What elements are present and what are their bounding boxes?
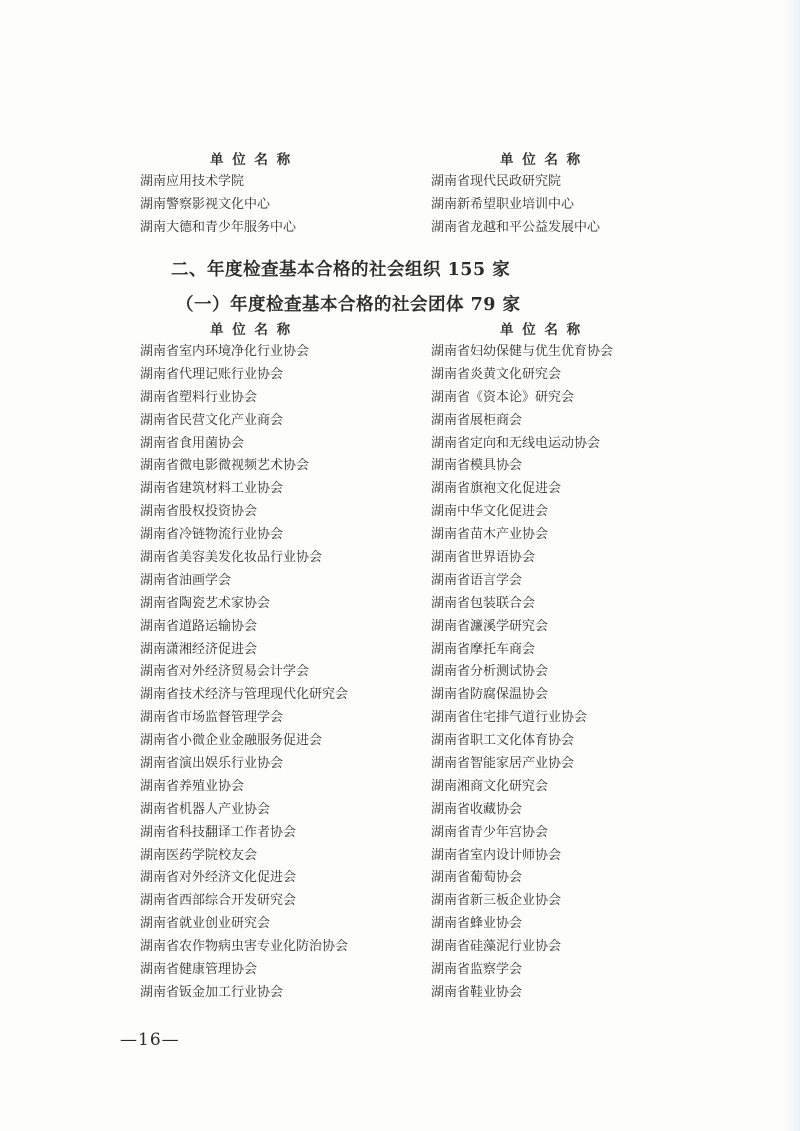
- list-item: 湖南省股权投资协会: [140, 504, 258, 520]
- list-item: 湖南省冷链物流行业协会: [140, 527, 284, 543]
- list-item: 湖南省龙越和平公益发展中心: [431, 219, 601, 235]
- list-item: 湖南省新三板企业协会: [431, 893, 562, 909]
- list-item: 湖南省西部综合开发研究会: [140, 893, 297, 909]
- top-table-header-left: 单 位 名 称: [210, 152, 293, 168]
- list-item: 湖南省硅藻泥行业协会: [431, 939, 562, 955]
- list-item: 湖南警察影视文化中心: [140, 196, 271, 212]
- page-number: —16—: [120, 1030, 180, 1050]
- top-table-right-column: [431, 171, 600, 240]
- subsection-heading: （一）年度检查基本合格的社会团体 79 家: [176, 295, 521, 315]
- main-table-header-right: 单 位 名 称: [500, 322, 583, 338]
- list-item: 湖南省濂溪学研究会: [431, 618, 549, 634]
- top-table-header-right: 单 位 名 称: [500, 152, 583, 168]
- list-item: 湖南省鞋业协会: [431, 984, 523, 1000]
- list-item: 湖南省现代民政研究院: [431, 174, 562, 189]
- list-item: 湖南省青少年宫协会: [431, 824, 549, 840]
- list-item: 湖南省语言学会: [431, 572, 523, 588]
- list-item: 湖南潇湘经济促进会: [140, 641, 258, 657]
- list-item: 湖南省塑料行业协会: [140, 389, 258, 405]
- list-item: 湖南省智能家居产业协会: [431, 756, 575, 772]
- list-item: 湖南省机器人产业协会: [140, 801, 271, 817]
- list-item: 湖南大德和青少年服务中心: [140, 219, 297, 235]
- top-table-left-column: [140, 171, 296, 240]
- list-item: 湖南省陶瓷艺术家协会: [140, 595, 271, 611]
- list-item: 湖南省定向和无线电运动协会: [431, 435, 601, 451]
- list-item: 湖南省职工文化体育协会: [431, 733, 575, 749]
- list-item: 湖南省防腐保温协会: [431, 687, 549, 703]
- list-item: 湖南省住宅排气道行业协会: [431, 710, 588, 726]
- list-item: 湖南省就业创业研究会: [140, 916, 271, 932]
- list-item: 湖南省食用菌协会: [140, 435, 245, 451]
- list-item: 湖南省苗木产业协会: [431, 527, 549, 543]
- list-item: 湖南省模具协会: [431, 458, 523, 474]
- list-item: 湖南省室内环境净化行业协会: [140, 344, 310, 359]
- list-item: 湖南省健康管理协会: [140, 962, 258, 978]
- list-item: 湖南湘商文化研究会: [431, 778, 549, 794]
- list-item: 湖南省监察学会: [431, 962, 523, 978]
- list-item: 湖南省《资本论》研究会: [431, 389, 575, 405]
- main-table-right-column: [431, 341, 613, 1005]
- list-item: 湖南省旗袍文化促进会: [431, 481, 562, 497]
- list-item: 湖南省代理记账行业协会: [140, 366, 284, 382]
- list-item: 湖南省美容美发化妆品行业协会: [140, 550, 323, 566]
- list-item: 湖南省钣金加工行业协会: [140, 984, 284, 1000]
- list-item: 湖南省摩托车商会: [431, 641, 536, 657]
- list-item: 湖南省小微企业金融服务促进会: [140, 733, 323, 749]
- list-item: 湖南省微电影微视频艺术协会: [140, 458, 310, 474]
- list-item: 湖南省蜂业协会: [431, 916, 523, 932]
- list-item: 湖南省建筑材料工业协会: [140, 481, 284, 497]
- list-item: 湖南省展柜商会: [431, 412, 523, 428]
- list-item: 湖南省演出娱乐行业协会: [140, 756, 284, 772]
- list-item: 湖南省科技翻译工作者协会: [140, 824, 297, 840]
- list-item: 湖南省世界语协会: [431, 550, 536, 566]
- list-item: 湖南省室内设计师协会: [431, 847, 562, 863]
- section-heading: 二、年度检查基本合格的社会组织 155 家: [171, 260, 511, 280]
- list-item: 湖南省道路运输协会: [140, 618, 258, 634]
- list-item: 湖南省养殖业协会: [140, 778, 245, 794]
- main-table-header-left: 单 位 名 称: [210, 322, 293, 338]
- list-item: 湖南省葡萄协会: [431, 870, 523, 886]
- page-edge-shadow: [784, 0, 800, 1131]
- list-item: 湖南省油画学会: [140, 572, 232, 588]
- list-item: 湖南省技术经济与管理现代化研究会: [140, 687, 349, 703]
- list-item: 湖南省收藏协会: [431, 801, 523, 817]
- list-item: 湖南省炎黄文化研究会: [431, 366, 562, 382]
- list-item: 湖南中华文化促进会: [431, 504, 549, 520]
- list-item: 湖南省民营文化产业商会: [140, 412, 284, 428]
- list-item: 湖南新希望职业培训中心: [431, 196, 575, 212]
- list-item: 湖南省对外经济贸易会计学会: [140, 664, 310, 680]
- list-item: 湖南省妇幼保健与优生优育协会: [431, 344, 614, 359]
- list-item: 湖南省包装联合会: [431, 595, 536, 611]
- list-item: 湖南应用技术学院: [140, 174, 245, 189]
- list-item: 湖南医药学院校友会: [140, 847, 258, 863]
- main-table-left-column: [140, 341, 348, 1005]
- list-item: 湖南省分析测试协会: [431, 664, 549, 680]
- list-item: 湖南省对外经济文化促进会: [140, 870, 297, 886]
- list-item: 湖南省农作物病虫害专业化防治协会: [140, 939, 349, 955]
- list-item: 湖南省市场监督管理学会: [140, 710, 284, 726]
